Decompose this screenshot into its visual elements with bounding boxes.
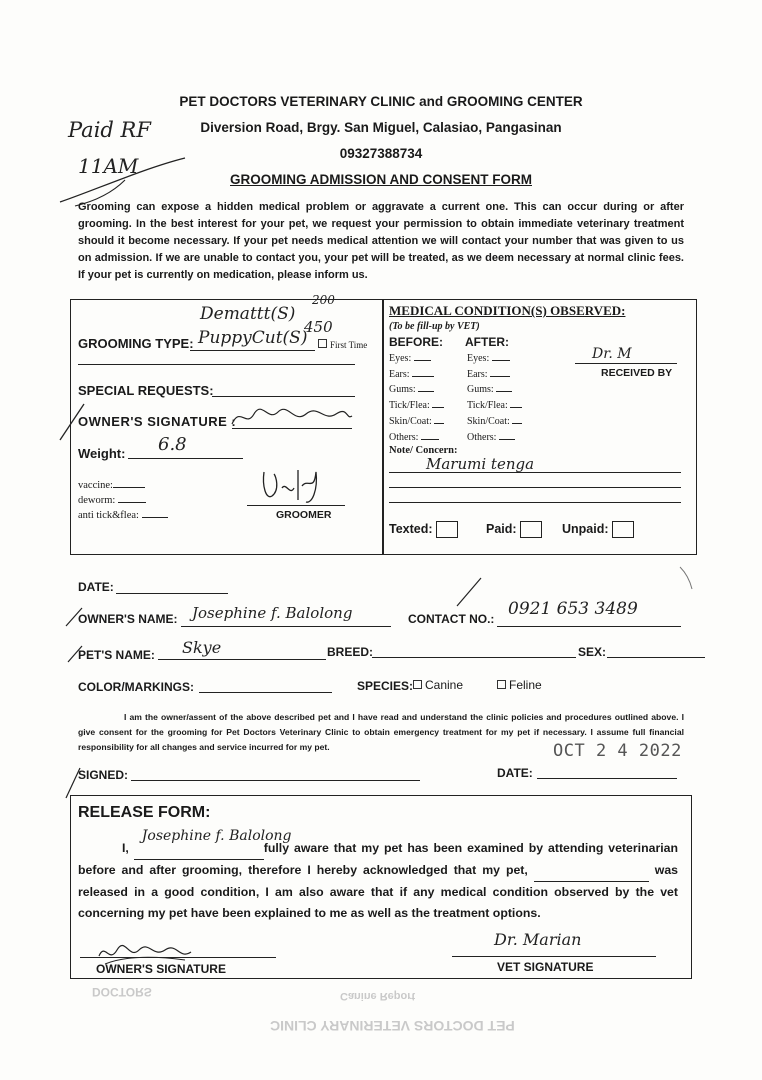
unpaid-checkbox[interactable]: Unpaid: [562,521,634,538]
paid-checkbox[interactable]: Paid: [486,521,542,538]
contact-value: 0921 653 3489 [508,599,638,619]
form-title: GROOMING ADMISSION AND CONSENT FORM [230,172,532,187]
owner-name-label: OWNER'S NAME: [78,612,178,626]
note-line-3 [389,502,681,503]
color-markings-line [199,692,332,693]
groomer-signature-scribble [258,466,324,506]
pet-name-value: Skye [182,638,222,657]
clinic-name: PET DOCTORS VETERINARY CLINIC and GROOMING CENTER [179,94,583,109]
note-line-2 [389,487,681,488]
owner-name-line [181,626,391,627]
species-label: SPECIES: [357,679,414,693]
clinic-phone: 09327388734 [339,146,423,161]
owner-signature-scribble [228,402,356,432]
vaccine-row: vaccine: [78,480,145,491]
vet-sig-line [452,956,656,957]
release-text: I, Josephine f. Balolong fully aware that my pet has been examined by attending veterinarian before and after grooming, therefore I hereby acknowledged that my pet, was released in a good condition, I am also aware that if any medical condition observed by the vet concerning my pet have been explained to me as well as the treatment options. [78,828,678,920]
price-1: 200 [312,293,335,307]
clinic-address: Diversion Road, Brgy. San Miguel, Calasiao, Pangasinan [200,120,562,135]
intro-paragraph: Grooming can expose a hidden medical problem or aggravate a current one. This can occur during or after grooming. In the best interest for your pet, we request your permission to obtain immediate veterinary treatment should it become necessary. If your pet needs medical attention we will contact your number that was given to us on admission. If we are unable to contact you, your pet will be treated, as we deem necessary at normal clinic fees. If your pet is currently on medication, please inform us. [78,201,684,281]
grooming-type-line-2 [78,364,355,365]
weight-label: Weight: [78,446,126,461]
medical-title: MEDICAL CONDITION(S) OBSERVED: [389,303,626,318]
received-by-line [575,363,677,364]
grooming-type-line [190,350,315,351]
color-markings-label: COLOR/MARKINGS: [78,680,194,694]
deworm-row: deworm: [78,495,146,506]
date-stamp: OCT 2 4 2022 [553,741,682,761]
bleed-through-1: DOCTORS [92,985,152,999]
consent-text: I am the owner/assent of the above described pet and I have read and understand the clinic policies and procedures outlined above. I give consent for the grooming for Pet Doctors Veterinary Clinic to obtain emergency treatment for my pet if necessary. I assume full financial responsibility for all changes and service incurred for my pet. [78,712,684,752]
pet-name-line [158,659,326,660]
check-mark-2 [455,574,485,608]
release-name-value: Josephine f. Balolong [141,828,292,844]
medical-subtitle: (To be fill-up by VET) [389,321,480,332]
received-by-label: RECEIVED BY [601,367,673,379]
bleed-through-2: Canine Report [340,990,416,1002]
feline-option[interactable]: Feline [497,678,542,692]
grooming-type-value: PuppyCut(S) [198,328,308,348]
after-list: Eyes: Ears: Gums: Tick/Flea: Skin/Coat: Others: [467,351,552,445]
grooming-type-extra: Demattt(S) [200,304,296,324]
signed-label: SIGNED: [78,768,129,782]
groomer-line [247,505,345,506]
signed-date-label: DATE: [497,766,533,780]
before-list: Eyes: Ears: Gums: Tick/Flea: Skin/Coat: Others: [389,351,469,445]
canine-option[interactable]: Canine [413,678,463,692]
owner-name-value: Josephine f. Balolong [192,604,353,622]
groomer-label: GROOMER [276,509,332,521]
sex-line [607,657,705,658]
price-2: 450 [304,318,333,336]
before-label: BEFORE: [389,335,443,349]
date-line [116,593,228,594]
note-label: Note/ Concern: [389,445,458,456]
weight-value: 6.8 [158,434,187,455]
owner-signature-label: OWNER'S SIGNATURE : [78,414,237,429]
first-time-checkbox[interactable] [318,339,367,350]
texted-checkbox[interactable]: Texted: [389,521,458,538]
weight-line [128,458,243,459]
breed-label: BREED: [327,645,374,659]
received-by-signature: Dr. M [592,346,632,362]
vet-sig-label: VET SIGNATURE [497,960,594,974]
special-requests-line [212,396,355,397]
owner-release-sig-line [80,957,276,958]
breed-line [372,657,576,658]
signed-line [131,780,420,781]
check-mark-1 [58,402,88,442]
first-time-label: First Time [330,340,368,350]
owner-release-sig-label: OWNER'S SIGNATURE [96,962,226,976]
release-title: RELEASE FORM: [78,804,211,821]
vet-signature: Dr. Marian [494,930,582,949]
date-label: DATE: [78,580,114,594]
after-label: AFTER: [465,335,509,349]
bleed-through-3: PET DOCTORS VETERINARY CLINIC [270,1018,515,1034]
special-requests-label: SPECIAL REQUESTS: [78,383,214,398]
note-line-1 [389,472,681,473]
paper-mark [676,565,696,591]
pet-name-label: PET'S NAME: [78,648,155,662]
grooming-type-label: GROOMING TYPE: [78,336,194,351]
handwritten-time-note: 11AM [78,154,139,178]
signed-date-line [537,778,677,779]
sex-label: SEX: [578,645,607,659]
handwritten-paid-note: Paid RF [68,118,151,142]
contact-line [497,626,681,627]
anti-tick-row: anti tick&flea: [78,510,168,521]
note-value: Marumi tenga [426,455,535,473]
contact-label: CONTACT NO.: [408,612,495,626]
